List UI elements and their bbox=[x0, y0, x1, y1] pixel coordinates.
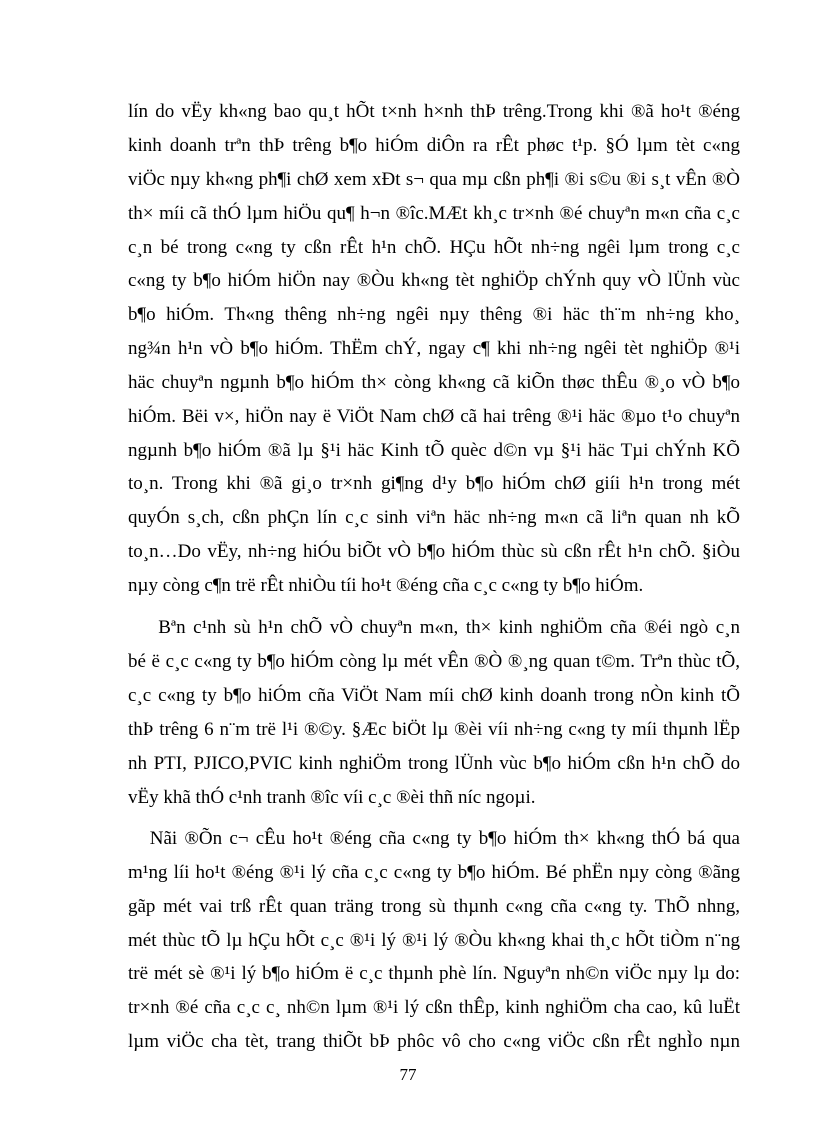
text-line: gãp mét vai trß rÊt quan träng trong sù thµnh c«ng cña c«ng ty. ThÕ nhng, bbox=[128, 896, 740, 917]
text-line: nh PTI, PJICO,PVIC kinh nghiÖm trong lÜnh vùc b¶o hiÓm cßn h¹n chÕ do bbox=[128, 753, 740, 774]
page-number: 77 bbox=[399, 1065, 417, 1084]
text-line: c¸n bé trong c«ng ty cßn rÊt h¹n chÕ. HÇu hÕt nh÷ng ngêi lµm trong c¸c bbox=[128, 237, 740, 258]
text-line: vËy khã thÓ c¹nh tranh ®îc víi c¸c ®èi thñ níc ngoµi. bbox=[128, 787, 536, 808]
text-line: häc chuyªn ngµnh b¶o hiÓm th× còng kh«ng cã kiÕn thøc thÊu ®¸o vÒ b¶o bbox=[128, 372, 740, 393]
text-line: bé ë c¸c c«ng ty b¶o hiÓm còng lµ mét vÊn ®Ò ®¸ng quan t©m. Trªn thùc tÕ, bbox=[128, 651, 740, 672]
text-line: thÞ trêng 6 n¨m trë l¹i ®©y. §Æc biÖt lµ ®èi víi nh÷ng c«ng ty míi thµnh lËp bbox=[128, 719, 740, 740]
text-line: ngµnh b¶o hiÓm ®ã lµ §¹i häc Kinh tÕ quèc d©n vµ §¹i häc Tµi chÝnh KÕ bbox=[128, 440, 740, 461]
text-line: to¸n. Trong khi ®ã gi¸o tr×nh gi¶ng d¹y b¶o hiÓm chØ giíi h¹n trong mét bbox=[128, 473, 740, 494]
text-line: tr×nh ®é cña c¸c c¸ nh©n lµm ®¹i lý cßn thÊp, kinh nghiÖm cha cao, kû luËt bbox=[128, 997, 740, 1018]
text-line: mét thùc tÕ lµ hÇu hÕt c¸c ®¹i lý ®¹i lý ®Òu kh«ng khai th¸c hÕt tiÒm n¨ng bbox=[128, 930, 740, 951]
text-line: Bªn c¹nh sù h¹n chÕ vÒ chuyªn m«n, th× kinh nghiÖm cña ®éi ngò c¸n bbox=[128, 617, 740, 638]
text-line: to¸n…Do vËy, nh÷ng hiÓu biÕt vÒ b¶o hiÓm thùc sù cßn rÊt h¹n chÕ. §iÒu bbox=[128, 541, 740, 562]
text-line: viÖc nµy kh«ng ph¶i chØ xem xÐt s¬ qua mµ cßn ph¶i ®i s©u ®i s¸t vÊn ®Ò bbox=[128, 169, 740, 190]
text-line: b¶o hiÓm. Th«ng thêng nh÷ng ngêi nµy thêng ®i häc th¨m nh÷ng kho¸ bbox=[128, 304, 740, 325]
text-line: th× míi cã thÓ lµm hiÖu qu¶ h¬n ®îc.MÆt kh¸c tr×nh ®é chuyªn m«n cña c¸c bbox=[128, 203, 740, 224]
text-line: lín do vËy kh«ng bao qu¸t hÕt t×nh h×nh thÞ trêng.Trong khi ®ã ho¹t ®éng bbox=[128, 101, 740, 122]
text-line: nµy còng c¶n trë rÊt nhiÒu tíi ho¹t ®éng cña c¸c c«ng ty b¶o hiÓm. bbox=[128, 575, 644, 596]
text-line: c¸c c«ng ty b¶o hiÓm cña ViÖt Nam míi chØ kinh doanh trong nÒn kinh tÕ bbox=[128, 685, 740, 706]
text-line: lµm viÖc cha tèt, trang thiÕt bÞ phôc vô cho c«ng viÖc cßn rÊt nghÌo nµn bbox=[128, 1031, 740, 1052]
text-line: m¹ng líi ho¹t ®éng ®¹i lý cña c¸c c«ng ty b¶o hiÓm. Bé phËn nµy còng ®ãng bbox=[128, 862, 740, 883]
text-line: quyÓn s¸ch, cßn phÇn lín c¸c sinh viªn häc nh÷ng m«n cã liªn quan nh kÕ bbox=[128, 507, 740, 528]
text-line: kinh doanh trªn thÞ trêng b¶o hiÓm diÔn ra rÊt phøc t¹p. §Ó lµm tèt c«ng bbox=[128, 135, 740, 156]
text-line: ng¾n h¹n vÒ b¶o hiÓm. ThËm chÝ, ngay c¶ khi nh÷ng ngêi tèt nghiÖp ®¹i bbox=[128, 338, 740, 359]
text-line: hiÓm. Bëi v×, hiÖn nay ë ViÖt Nam chØ cã hai trêng ®¹i häc ®µo t¹o chuyªn bbox=[128, 406, 740, 427]
text-line: trë mét sè ®¹i lý b¶o hiÓm ë c¸c thµnh phè lín. Nguyªn nh©n viÖc nµy lµ do: bbox=[128, 963, 740, 984]
text-line: c«ng ty b¶o hiÓm hiÖn nay ®Òu kh«ng tèt nghiÖp chÝnh quy vÒ lÜnh vùc bbox=[128, 270, 740, 291]
text-line: Nãi ®Õn c¬ cÊu ho¹t ®éng cña c«ng ty b¶o hiÓm th× kh«ng thÓ bá qua bbox=[128, 828, 740, 849]
